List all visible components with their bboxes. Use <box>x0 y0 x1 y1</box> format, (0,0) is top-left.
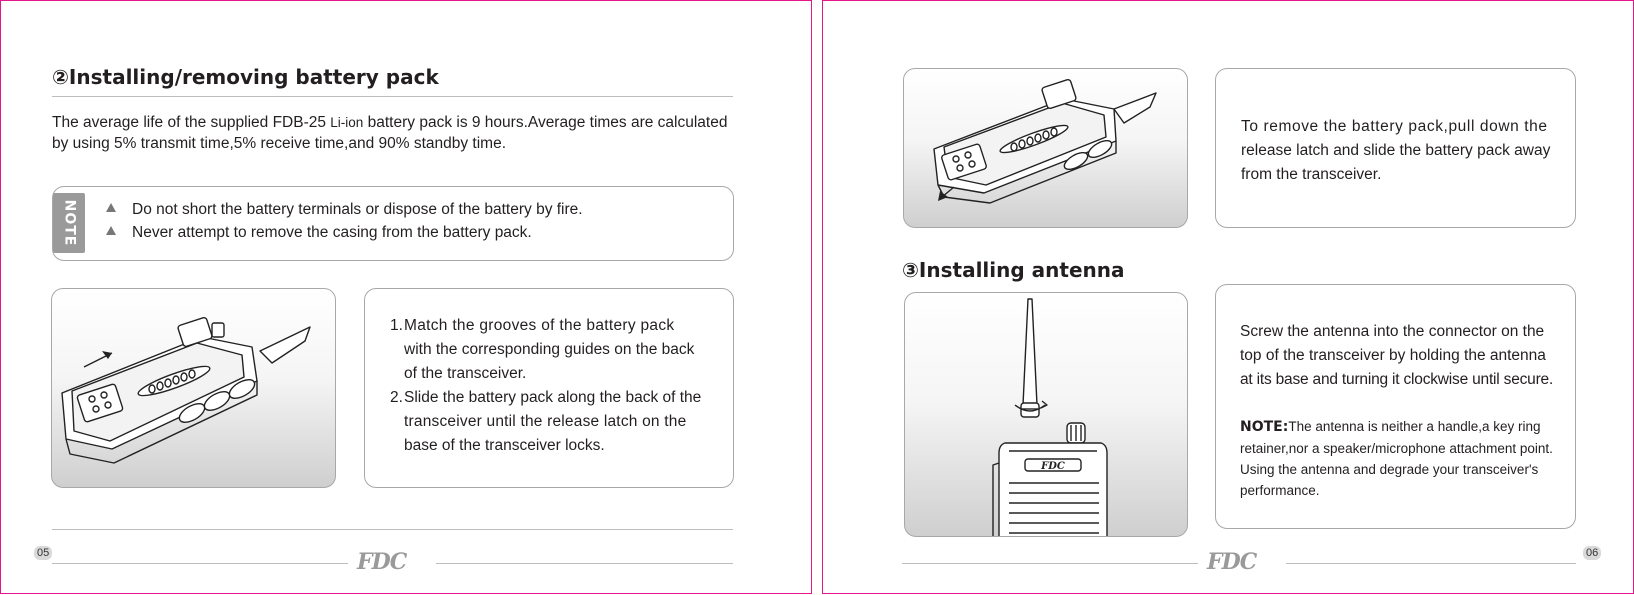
footer-line-left <box>902 563 1198 564</box>
step-line: with the corresponding guides on the back <box>404 341 695 358</box>
step-number: 2. <box>390 389 403 406</box>
antenna-note-line: Using the antenna and degrade your transceiver's <box>1240 462 1539 477</box>
warning-triangle-icon <box>106 226 116 235</box>
intro-text-end: battery pack is 9 hours.Average times are calculated <box>363 114 728 131</box>
step-line: transceiver until the release latch on the <box>404 413 687 430</box>
remove-line: release latch and slide the battery pack away <box>1241 142 1551 159</box>
step-1 <box>390 314 694 386</box>
page-number: 06 <box>1583 546 1601 560</box>
footer-logo: FDC <box>1207 549 1257 575</box>
step-line: of the transceiver. <box>404 365 527 382</box>
antenna-note-line: performance. <box>1240 483 1320 498</box>
footer-line-right <box>436 563 733 564</box>
note-tab-label: NOTE <box>61 199 78 247</box>
right-page <box>822 0 1634 594</box>
antenna-note <box>1240 416 1553 501</box>
note-tab <box>53 193 85 253</box>
battery-install-illustration <box>51 288 336 488</box>
remove-line: To remove the battery pack,pull down the <box>1241 118 1548 135</box>
footer-logo: FDC <box>357 549 407 575</box>
page-number: 05 <box>34 546 52 560</box>
warning-triangle-icon <box>106 203 116 212</box>
step-line: Match the grooves of the battery pack <box>404 317 675 334</box>
left-page <box>0 0 812 594</box>
intro-text-start: The average life of the supplied FDB-25 <box>52 114 331 131</box>
note-item: Do not short the battery terminals or dispose of the battery by fire. <box>132 201 583 218</box>
antenna-instructions <box>1240 320 1553 392</box>
title-divider <box>52 96 733 97</box>
radio-brand-logo: FDC <box>1041 461 1065 472</box>
li-ion-label: Li-ion <box>330 115 364 130</box>
antenna-note-line: retainer,nor a speaker/microphone attachment point. <box>1240 441 1553 456</box>
antenna-line: at its base and turning it clockwise until secure. <box>1240 371 1554 388</box>
footer-line-right <box>1286 563 1576 564</box>
antenna-note-line: The antenna is neither a handle,a key ring <box>1288 419 1541 434</box>
section-title-battery: ②Installing/removing battery pack <box>52 65 439 89</box>
step-2 <box>390 386 701 458</box>
section-title-antenna: ③Installing antenna <box>902 258 1125 282</box>
footer-line-left <box>52 563 348 564</box>
radio-back-drawing <box>52 289 336 488</box>
antenna-line: top of the transceiver by holding the antenna <box>1240 347 1546 364</box>
battery-remove-illustration <box>903 68 1188 228</box>
intro-text-line2: by using 5% transmit time,5% receive time,and 90% standby time. <box>52 135 507 152</box>
remove-instructions <box>1241 115 1550 187</box>
antenna-install-illustration <box>904 292 1188 537</box>
intro-paragraph <box>52 112 752 154</box>
radio-front-drawing <box>905 293 1188 537</box>
step-line: base of the transceiver locks. <box>404 437 605 454</box>
antenna-icon <box>1023 299 1037 405</box>
antenna-line: Screw the antenna into the connector on the <box>1240 323 1545 340</box>
antenna-note-label: NOTE: <box>1240 419 1289 435</box>
radio-back-drawing <box>904 69 1188 228</box>
footer-divider <box>52 529 733 530</box>
remove-line: from the transceiver. <box>1241 166 1382 183</box>
step-number: 1. <box>390 317 403 334</box>
step-line: Slide the battery pack along the back of the <box>404 389 702 406</box>
note-item: Never attempt to remove the casing from the battery pack. <box>132 224 532 241</box>
